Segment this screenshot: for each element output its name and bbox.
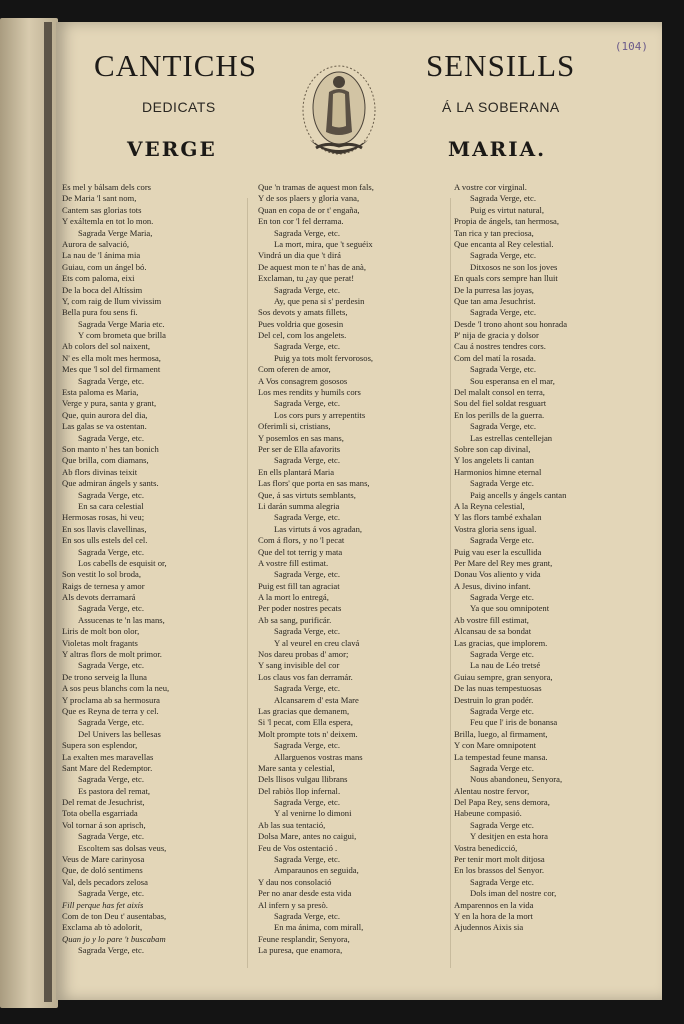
poem-line: Feu de Vos ostentació . <box>258 842 338 853</box>
poem-line: De aquest mon te n' has de anà, <box>258 261 366 272</box>
poem-line: Que 'n tramas de aquest mon fals, <box>258 182 374 192</box>
poem-line: Per ser de Ella afavorits <box>258 443 341 454</box>
poem-line: Sagrada Verge Maria, <box>78 227 153 238</box>
poem-line: Sagrada Verge, etc. <box>470 364 537 375</box>
poem-line: Sagrada Verge etc. <box>470 535 534 546</box>
poem-line: Sagrada Verge etc. <box>470 819 534 830</box>
poem-line: Esta paloma es Maria, <box>62 387 139 398</box>
poem-line: Sagrada Verge Maria etc. <box>78 318 165 329</box>
poem-line: Que del tot terrig y mata <box>258 546 343 557</box>
poem-line: Nos dareu probas d' amor; <box>258 649 349 660</box>
poem-line: Ab sa sang, purificár. <box>258 614 332 625</box>
poem-line: Pues voldria que gosesin <box>258 318 344 329</box>
binding-gutter <box>44 22 52 1002</box>
poem-line: A sos peus blanchs com la neu, <box>62 683 170 694</box>
poem-line: Escoltem sas dolsas veus, <box>78 842 167 853</box>
poem-line: Ab vostre fill estimat, <box>454 614 529 625</box>
poem-line: Als devots derramará <box>62 592 136 603</box>
poem-column-1 <box>62 182 242 957</box>
poem-line: Las gracias que demanem, <box>258 705 350 716</box>
poem-line: Las virtuts á vos agradan, <box>274 523 363 534</box>
poem-line: Feu que l' iris de bonansa <box>470 717 558 728</box>
poem-line: Feune resplandir, Senyora, <box>258 933 350 944</box>
poem-line: Per no anar desde esta vida <box>258 888 352 899</box>
poem-line: A Jesus, divino infant. <box>454 580 531 591</box>
poem-column-2 <box>258 182 446 957</box>
poem-line: Veus de Mare carinyosa <box>62 854 145 865</box>
poem-line: Sagrada Verge, etc. <box>274 227 341 238</box>
poem-line: Sagrada Verge, etc. <box>274 284 341 295</box>
poem-line: Guiau, com un ángel bó. <box>62 261 147 272</box>
poem-line: La mort, mira, que 't seguéix <box>274 238 373 249</box>
poem-line: A la mort lo entregá, <box>258 592 329 603</box>
poem-line: Brilla, luego, al firmament, <box>454 728 548 739</box>
poem-line: Bella pura fou sens fi. <box>62 307 138 318</box>
poem-line: P' nija de gracia y dolsor <box>454 330 539 341</box>
poem-line: En sa cara celestial <box>78 500 144 511</box>
poem-line: A vostre fill estimat. <box>258 557 329 568</box>
poem-line: Vostra gloria sens igual. <box>454 523 537 534</box>
poem-line: N' es ella molt mes hermosa, <box>62 352 161 363</box>
poem-line: En quals cors sempre han lluit <box>454 273 558 284</box>
poem-line: En ma ánima, com mirall, <box>274 922 364 933</box>
poem-line: Destruin lo gran podér. <box>454 694 534 705</box>
poem-line: Quan jo y lo pare 't buscabam <box>62 933 166 944</box>
poem-line: Vol tornar á son aprisch, <box>62 819 146 830</box>
poem-line: Alcansarem d' esta Mare <box>274 694 359 705</box>
poem-line: Sagrada Verge, etc. <box>470 421 537 432</box>
poem-line: Nous abandoneu, Senyora, <box>470 774 563 785</box>
poem-line: Ab colors del sol naixent, <box>62 341 151 352</box>
poem-line: De la boca del Altíssim <box>62 284 143 295</box>
poem-line: En los perills de la guerra. <box>454 409 545 420</box>
poem-line: A Vos consagrem gososos <box>258 375 348 386</box>
poem-line: Del malalt consol en terra, <box>454 387 545 398</box>
poem-line: Los cabells de esquisit or, <box>78 557 167 568</box>
poem-line: Sagrada Verge, etc. <box>274 683 341 694</box>
poem-line: Desde 'l trono ahont sou honrada <box>454 318 568 329</box>
poem-line: La nau de Léo tretsé <box>470 660 541 671</box>
poem-line: La nau de 'l ánima mia <box>62 250 141 261</box>
poem-line: A vostre cor virginal. <box>454 182 527 192</box>
poem-line: Y sang invisible del cor <box>258 660 340 671</box>
poem-line: Sagrada Verge, etc. <box>78 546 145 557</box>
poem-line: Ditxosos ne son los joves <box>470 261 558 272</box>
poem-line: Guiau sempre, gran senyora, <box>454 671 553 682</box>
poem-line: Com de ton Deu t' ausentabas, <box>62 911 167 921</box>
poem-line: Com á flors, y no 'l pecat <box>258 535 345 546</box>
poem-line: Amparennos en la vida <box>454 899 534 910</box>
poem-line: Sagrada Verge, etc. <box>78 774 145 785</box>
poem-line: Molt prompte tots n' deixem. <box>258 728 358 739</box>
title-cantichs: CANTICHS <box>94 48 258 83</box>
poem-line: Aurora de salvació, <box>62 238 130 249</box>
poem-line: Y con Mare omnipotent <box>454 740 537 751</box>
poem-line: Amparaunos en seguida, <box>274 865 359 876</box>
poem-line: Sou del fiel soldat resguart <box>454 398 547 409</box>
poem-line: Los mes rendits y humils cors <box>258 387 361 398</box>
poem-line: Quan en copa de or t' engaña, <box>258 204 360 215</box>
poem-line: Puig ya tots molt fervorosos, <box>274 352 374 363</box>
poem-line: Sagrada Verge, etc. <box>78 831 145 842</box>
poem-line: Es mel y bálsam dels cors <box>62 182 152 192</box>
poem-line: Y en la hora de la mort <box>454 911 533 921</box>
poem-line: Que tan ama Jesuchrist. <box>454 295 536 306</box>
poem-line: Que, á sas virtuts semblants, <box>258 489 356 500</box>
poem-line: Sagrada Verge etc. <box>470 478 534 489</box>
poem-line: Com oferen de amor, <box>258 364 331 375</box>
poem-line: Sou esperansa en el mar, <box>470 375 555 386</box>
poem-line: Assucenas te 'n las mans, <box>78 614 165 625</box>
poem-line: Y com brometa que brilla <box>78 330 166 341</box>
poem-line: Oferimli si, cristians, <box>258 421 331 432</box>
poem-line: Y altras flors de molt primor. <box>62 649 162 660</box>
poem-line: Las gracias, que implorem. <box>454 637 548 648</box>
poem-line: La exalten mes maravellas <box>62 751 154 762</box>
poem-line: Sagrada Verge, etc. <box>78 888 145 899</box>
poem-line: Ay, que pena si s' perdesin <box>274 295 365 306</box>
poem-line: Sagrada Verge, etc. <box>274 455 341 466</box>
poem-line: Que es Reyna de terra y cel. <box>62 705 159 716</box>
poem-line: Sagrada Verge etc. <box>470 705 534 716</box>
poem-line: Sagrada Verge etc. <box>470 592 534 603</box>
poem-line: Los cors purs y arrepentits <box>274 409 366 420</box>
poem-line: Sagrada Verge, etc. <box>470 307 537 318</box>
poem-line: Las flors' que porta en sas mans, <box>258 478 370 489</box>
poem-line: En sos ulls estels del cel. <box>62 535 148 546</box>
poem-line: Sos devots y amats fillets, <box>258 307 348 318</box>
poem-line: Dolsa Mare, antes no caigui, <box>258 831 357 842</box>
poem-line: Sagrada Verge etc. <box>470 649 534 660</box>
poem-line: Del rabiòs llop infernal. <box>258 785 341 796</box>
poem-line: Fill perque has fet aixís <box>62 899 144 910</box>
poem-line: Puig es virtut natural, <box>470 204 544 215</box>
poem-line: Alcansau de sa bondat <box>454 626 532 637</box>
poem-line: Y de sos plaers y gloria vana, <box>258 193 360 204</box>
poem-line: De la purresa las joyas, <box>454 284 534 295</box>
poem-line: Son manto n' hes tan bonich <box>62 443 159 454</box>
poem-line: Sagrada Verge, etc. <box>470 250 537 261</box>
poem-line: Del Univers las bellesas <box>78 728 161 739</box>
poem-line: Sagrada Verge, etc. <box>274 626 341 637</box>
poem-line: Sagrada Verge, etc. <box>274 854 341 865</box>
poem-line: Cantem sas glorias tots <box>62 204 142 215</box>
poem-line: Allarguenos vostras mans <box>274 751 363 762</box>
poem-line: De Maria 'l sant nom, <box>62 193 137 204</box>
poem-line: Son vestit lo sol broda, <box>62 569 142 580</box>
poem-line: Que admiran ángels y sants. <box>62 478 159 489</box>
poem-line: Hermosas rosas, hi veu; <box>62 512 145 523</box>
poem-line: Que, quin aurora del dia, <box>62 409 148 420</box>
poem-line: Y dau nos consolació <box>258 876 332 887</box>
poem-line: Sagrada Verge, etc. <box>274 341 341 352</box>
title-maria: MARIA. <box>448 137 547 161</box>
poem-line: Sagrada Verge, etc. <box>470 193 537 204</box>
poem-line: Y al venirne lo dimoni <box>274 808 352 819</box>
poem-line: Puig vau eser la escullida <box>454 546 542 557</box>
poem-line: Del cel, com los angelets. <box>258 330 347 341</box>
poem-line: Sagrada Verge, etc. <box>78 717 145 728</box>
folio-number: (104) <box>614 40 648 53</box>
poem-line: Harmonios himne eternal <box>454 466 542 477</box>
poem-line: Propia de ángels, tan hermosa, <box>454 216 560 227</box>
poem-line: Exclaman, tu ¿ay que perat! <box>258 273 355 284</box>
poem-line: Habeune compasió. <box>454 808 522 819</box>
poem-line: Raigs de ternesa y amor <box>62 580 145 591</box>
poem-line: Los claus vos fan derramár. <box>258 671 353 682</box>
poem-line: A la Reyna celestial, <box>454 500 525 511</box>
poem-line: Sagrada Verge etc. <box>470 876 534 887</box>
poem-line: Per Mare del Rey mes grant, <box>454 557 553 568</box>
title-sensills: SENSILLS <box>426 48 576 83</box>
poem-line: Sagrada Verge, etc. <box>78 660 145 671</box>
virgin-mary-emblem-icon <box>296 62 382 162</box>
poem-line: Donau Vos aliento y vida <box>454 569 541 580</box>
poem-line: Exclama ab tò adolorit, <box>62 922 143 933</box>
dedication-soberana: Á LA SOBERANA <box>442 99 560 115</box>
poem-line: Y exáltemla en tot lo mon. <box>62 216 154 227</box>
poem-line: Alentau nostre fervor, <box>454 785 530 796</box>
poem-line: Ets com paloma, eixi <box>62 273 135 284</box>
poem-line: Y al veurel en creu clavá <box>274 637 360 648</box>
poem-line: Sagrada Verge, etc. <box>274 740 341 751</box>
poem-line: En sos llavis clavellinas, <box>62 523 147 534</box>
title-verge: VERGE <box>127 137 217 161</box>
poem-line: Y desitjen en esta hora <box>470 831 548 842</box>
poem-line: Al infern y sa presò. <box>258 899 328 910</box>
column-divider <box>450 198 451 968</box>
poem-line: Sagrada Verge, etc. <box>274 398 341 409</box>
column-divider <box>247 198 248 968</box>
poem-line: Y las flors també exhalan <box>454 512 542 523</box>
poem-line: En ells plantará Maria <box>258 466 335 477</box>
poem-line: Es pastora del remat, <box>78 785 151 796</box>
poem-line: Mare santa y celestial, <box>258 762 335 773</box>
poem-line: Sant Mare del Redemptor. <box>62 762 153 773</box>
poem-line: Liris de molt bon olor, <box>62 626 140 637</box>
poem-line: La tempestad feune mansa. <box>454 751 548 762</box>
poem-line: Dols iman del nostre cor, <box>470 888 557 899</box>
poem-column-3 <box>454 182 654 934</box>
poem-line: Que, de doló sentimens <box>62 865 143 876</box>
poem-line: Ab las sua tentació, <box>258 819 326 830</box>
poem-line: Del remat de Jesuchrist, <box>62 797 145 808</box>
poem-line: De las nuas tempestuosas <box>454 683 542 694</box>
poem-line: Val, dels pecadors zelosa <box>62 876 148 887</box>
poem-line: Com del matí la rosada. <box>454 352 536 363</box>
poem-line: Tota obella esgarriada <box>62 808 138 819</box>
poem-line: Sagrada Verge, etc. <box>274 911 341 921</box>
poem-line: Ab flors divinas teixit <box>62 466 138 477</box>
poem-line: Supera son esplendor, <box>62 740 138 751</box>
poem-line: Sagrada Verge, etc. <box>274 512 341 523</box>
poem-line: Sagrada Verge, etc. <box>274 569 341 580</box>
dedication-dedicats: DEDICATS <box>142 99 216 115</box>
poem-line: Y proclama ab sa hermosura <box>62 694 160 705</box>
poem-line: Y posemlos en sas mans, <box>258 432 344 443</box>
poem-line: En los brassos del Senyor. <box>454 865 544 876</box>
poem-line: Dels llisos vulgau llibrans <box>258 774 348 785</box>
poem-line: De trono serveig la lluna <box>62 671 147 682</box>
poem-line: Las estrellas centellejan <box>470 432 553 443</box>
poem-line: Verge y pura, santa y grant, <box>62 398 157 409</box>
poem-line: Sagrada Verge etc. <box>470 762 534 773</box>
poem-line: Y los angelets li cantan <box>454 455 534 466</box>
poem-line: Puig est fill tan agraciat <box>258 580 340 591</box>
poem-line: Las galas se va ostentan. <box>62 421 147 432</box>
poem-line: La puresa, que enamora, <box>258 945 343 956</box>
poem-line: Sobre son cap divinal, <box>454 443 531 454</box>
poem-line: Sagrada Verge, etc. <box>78 489 145 500</box>
poem-line: Sagrada Verge, etc. <box>78 945 145 956</box>
poem-line: Paig ancells y ángels cantan <box>470 489 567 500</box>
poem-line: Que brilla, com diamans, <box>62 455 149 466</box>
poem-line: Ajudennos Aixis sia <box>454 922 524 933</box>
poem-line: Del Papa Rey, sens demora, <box>454 797 550 808</box>
poem-line: Sagrada Verge, etc. <box>274 797 341 808</box>
poem-line: Violetas molt fragants <box>62 637 138 648</box>
poem-line: Si 'l pecat, com Ella espera, <box>258 717 353 728</box>
poem-line: Y, com raig de llum vivissim <box>62 295 162 306</box>
poem-line: Per poder nostres pecats <box>258 603 342 614</box>
document-page <box>56 22 662 1000</box>
poem-line: Cau á nostres tendres cors. <box>454 341 546 352</box>
poem-line: Li darán summa alegria <box>258 500 340 511</box>
poem-line: Per tenir mort molt ditjosa <box>454 854 545 865</box>
poem-line: Que encanta al Rey celestial. <box>454 238 554 249</box>
poem-line: Sagrada Verge, etc. <box>78 375 145 386</box>
poem-line: Sagrada Verge, etc. <box>78 603 145 614</box>
poem-line: Vostra benedicció, <box>454 842 518 853</box>
poem-line: En ton cor 'l fel derrama. <box>258 216 344 227</box>
poem-line: Mes que 'l sol del firmament <box>62 364 161 375</box>
poem-line: Sagrada Verge, etc. <box>78 432 145 443</box>
poem-line: Ya que sou omnipotent <box>470 603 550 614</box>
poem-line: Vindrá un dia que 't dirá <box>258 250 341 261</box>
poem-line: Tan rica y tan preciosa, <box>454 227 534 238</box>
